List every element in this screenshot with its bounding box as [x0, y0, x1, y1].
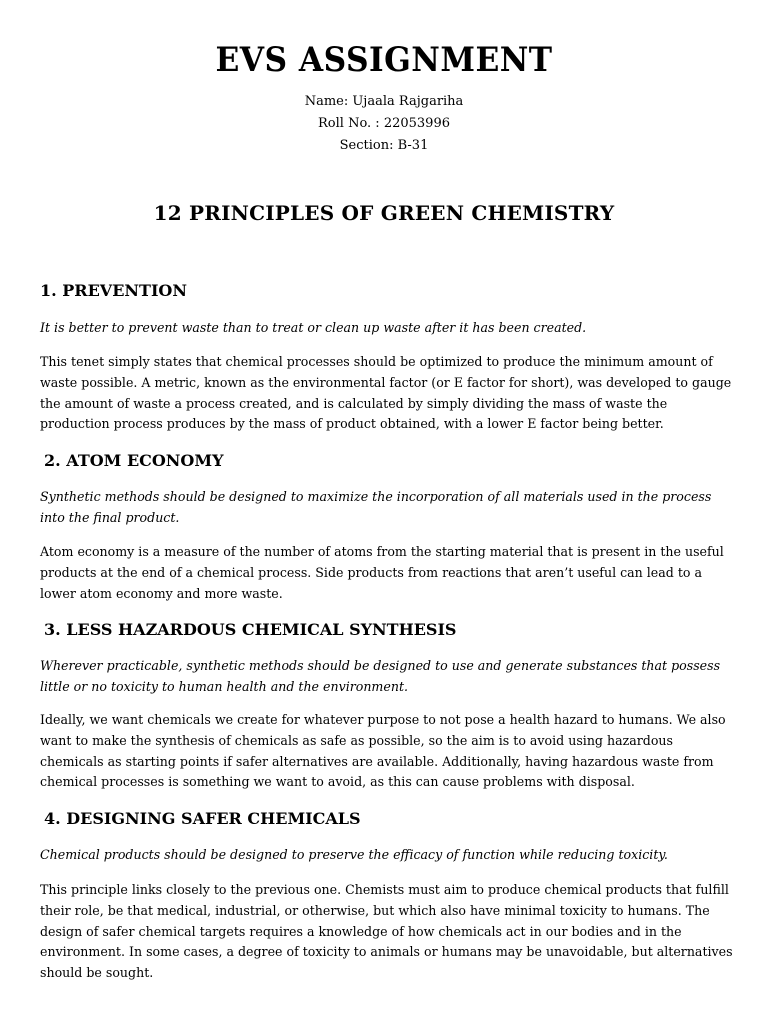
principle-statement: Synthetic methods should be designed to maximize the incorporation of all materials used in the process into the final product.: [40, 489, 712, 525]
document-title: EVS ASSIGNMENT: [215, 40, 553, 80]
roll-number: Roll No. : 22053996: [318, 116, 450, 131]
principle-heading: 1. PREVENTION: [40, 281, 187, 300]
document-subtitle: 12 PRINCIPLES OF GREEN CHEMISTRY: [153, 201, 615, 225]
principle-heading: 2. ATOM ECONOMY: [44, 451, 224, 470]
principle-statement: Chemical products should be designed to preserve the efficacy of function while reducing toxicity.: [40, 847, 668, 862]
section: Section: B-31: [339, 138, 429, 153]
principle-body: This principle links closely to the previous one. Chemists must aim to produce chemical products that fulfill their role, be that medical, industrial, or otherwise, but which also have minimal toxicity to humans. The design of safer chemical targets requires a knowledge of how chemicals act in our bodies and in the environment. In some cases, a degree of toxicity to animals or humans may be unavoidable, but alternatives should be sought.: [40, 882, 733, 981]
principle-body: Ideally, we want chemicals we create for whatever purpose to not pose a health hazard to humans. We also want to make the synthesis of chemicals as safe as possible, so the aim is to avoid using hazardous chemicals as starting points if safer alternatives are available. Additionally, having hazardous waste from chemical processes is something we want to avoid, as this can cause problems with disposal.: [40, 712, 726, 790]
principle-body: Atom economy is a measure of the number of atoms from the starting material that is present in the useful products at the end of a chemical process. Side products from reactions that aren’t useful can lead to a lower atom economy and more waste.: [40, 544, 724, 601]
principle-statement: It is better to prevent waste than to treat or clean up waste after it has been created.: [40, 320, 587, 335]
principle-heading: 3. LESS HAZARDOUS CHEMICAL SYNTHESIS: [44, 620, 457, 639]
principle-statement: Wherever practicable, synthetic methods should be designed to use and generate substances that possess little or no toxicity to human health and the environment.: [40, 658, 721, 694]
principle-body: This tenet simply states that chemical processes should be optimized to produce the minimum amount of waste possible. A metric, known as the environmental factor (or E factor for short), was developed to gauge the amount of waste a process created, and is calculated by simply dividing the mass of waste the production process produces by the mass of product obtained, with a lower E factor being better.: [40, 354, 732, 432]
principle-heading: 4. DESIGNING SAFER CHEMICALS: [44, 809, 361, 828]
student-name: Name: Ujaala Rajgariha: [304, 94, 464, 109]
